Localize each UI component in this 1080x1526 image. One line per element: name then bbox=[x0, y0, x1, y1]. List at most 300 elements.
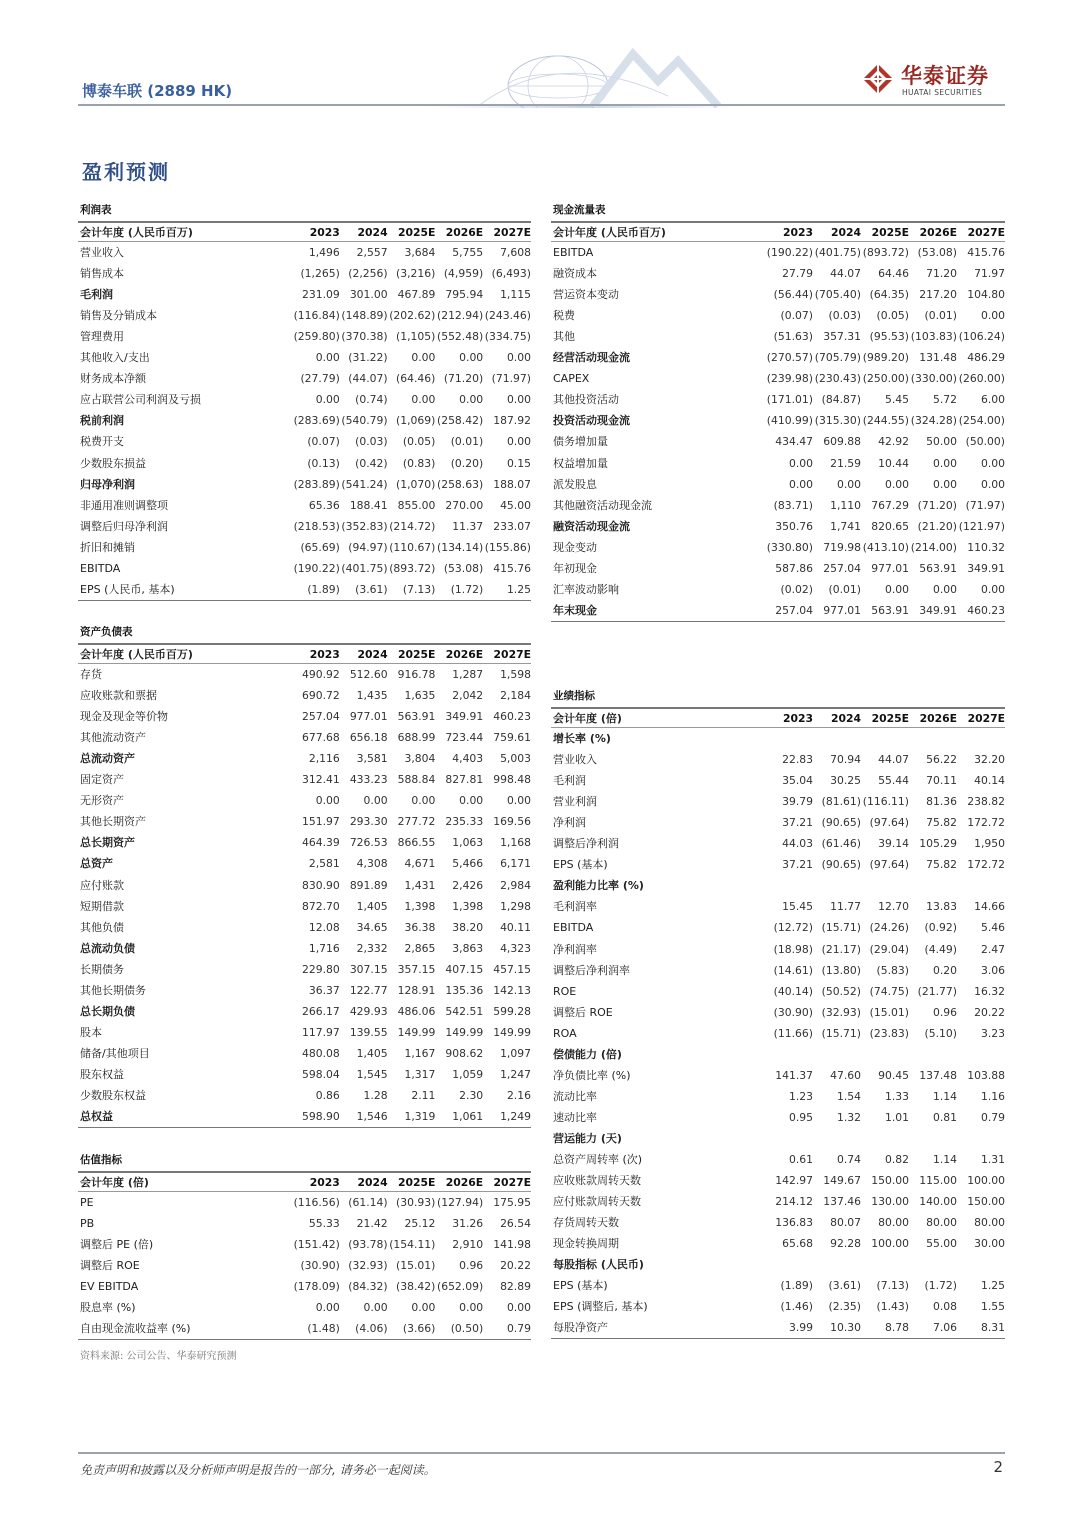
cell-value: 16.32 bbox=[974, 984, 1005, 998]
cell-value: 1.23 bbox=[788, 1089, 813, 1103]
table-row bbox=[78, 1001, 531, 1022]
year-header: 2023 bbox=[782, 226, 813, 239]
cell-value: 2.30 bbox=[459, 1088, 484, 1102]
row-label: 归母净利润 bbox=[80, 477, 135, 491]
cell-value: (2.35) bbox=[828, 1300, 861, 1314]
cell-value bbox=[957, 1128, 1005, 1149]
cell-value: 128.91 bbox=[397, 983, 436, 997]
cell-value: 40.14 bbox=[974, 774, 1005, 788]
table-row bbox=[551, 1065, 1005, 1086]
cell-value: (154.11) bbox=[389, 1238, 436, 1252]
row-label: 增长率 (%) bbox=[553, 732, 611, 746]
year-header: 2026E bbox=[445, 226, 484, 239]
table-row bbox=[551, 558, 1005, 579]
table-row bbox=[551, 728, 1005, 749]
cell-value: 726.53 bbox=[349, 836, 388, 850]
table-row bbox=[78, 1043, 531, 1064]
cell-value: 0.00 bbox=[459, 393, 484, 407]
table-row bbox=[78, 305, 531, 326]
cell-value: (27.79) bbox=[300, 372, 340, 386]
cell-value bbox=[861, 1128, 909, 1149]
cell-value: 486.06 bbox=[397, 1004, 436, 1018]
valuation-table bbox=[78, 1150, 531, 1340]
page-heading: 盈利预测 bbox=[82, 160, 170, 184]
header-label: 会计年度 (倍) bbox=[553, 712, 622, 725]
cell-value: 460.23 bbox=[493, 710, 531, 724]
cell-value bbox=[813, 728, 861, 749]
cell-value: 349.91 bbox=[967, 561, 1005, 575]
table-row bbox=[78, 959, 531, 980]
cell-value: (3.61) bbox=[355, 582, 388, 596]
cell-value: 0.00 bbox=[884, 477, 909, 491]
table-row bbox=[551, 474, 1005, 495]
table-row bbox=[551, 1275, 1005, 1296]
cell-value: (32.93) bbox=[821, 1005, 861, 1019]
cell-value: 1,298 bbox=[500, 899, 531, 913]
year-header: 2024 bbox=[357, 648, 388, 661]
row-label: 年初现金 bbox=[553, 561, 597, 575]
cell-value: 0.08 bbox=[932, 1300, 957, 1314]
row-label: 流动比率 bbox=[553, 1089, 597, 1103]
cell-value: 0.00 bbox=[884, 582, 909, 596]
table-row bbox=[78, 495, 531, 516]
cell-value: (12.72) bbox=[773, 921, 813, 935]
cell-value: 40.11 bbox=[500, 920, 531, 934]
cell-value: 1,249 bbox=[500, 1110, 531, 1124]
cell-value: 3,804 bbox=[404, 752, 436, 766]
table-row bbox=[78, 1022, 531, 1043]
cell-value: 187.92 bbox=[493, 414, 531, 428]
table-header-row bbox=[551, 221, 1005, 242]
cell-value: (334.75) bbox=[484, 330, 531, 344]
cell-value: 42.92 bbox=[878, 435, 909, 449]
cell-value: 563.91 bbox=[397, 710, 436, 724]
row-label: 调整后 ROE bbox=[553, 1005, 613, 1019]
cell-value: (56.44) bbox=[773, 288, 813, 302]
cell-value: (15.71) bbox=[821, 1026, 861, 1040]
cell-value: (1,105) bbox=[396, 330, 436, 344]
cell-value: (50.00) bbox=[965, 435, 1005, 449]
cell-value: (171.01) bbox=[766, 393, 813, 407]
cell-value: (705.79) bbox=[814, 351, 861, 365]
cell-value bbox=[957, 1254, 1005, 1275]
cell-value: 30.25 bbox=[830, 774, 861, 788]
cell-value: 137.48 bbox=[919, 1068, 957, 1082]
cell-value: 467.89 bbox=[397, 288, 436, 302]
cell-value: 3,581 bbox=[356, 752, 388, 766]
table-row bbox=[78, 1192, 531, 1213]
cell-value: 65.36 bbox=[308, 498, 340, 512]
cell-value: 0.00 bbox=[836, 477, 861, 491]
table-bottom-rule bbox=[78, 1339, 531, 1340]
cell-value: 1.25 bbox=[506, 582, 531, 596]
cell-value: (212.94) bbox=[436, 309, 484, 323]
cell-value: 44.07 bbox=[830, 267, 861, 281]
row-label: EBITDA bbox=[553, 921, 594, 935]
row-label: 固定资产 bbox=[80, 773, 124, 787]
cell-value: 36.37 bbox=[308, 983, 340, 997]
cell-value: (30.93) bbox=[396, 1196, 436, 1210]
cell-value: (64.35) bbox=[869, 288, 909, 302]
cell-value: 0.00 bbox=[932, 477, 957, 491]
table-row bbox=[78, 980, 531, 1001]
cell-value: (103.83) bbox=[910, 330, 957, 344]
cell-value: (3.66) bbox=[402, 1322, 436, 1336]
cell-value: 141.98 bbox=[493, 1238, 531, 1252]
cell-value: 105.29 bbox=[919, 837, 957, 851]
table-row bbox=[78, 1318, 531, 1339]
cell-value: 81.36 bbox=[926, 795, 957, 809]
cell-value: (0.83) bbox=[402, 456, 436, 470]
cell-value: 5.72 bbox=[932, 393, 957, 407]
table-row bbox=[78, 875, 531, 896]
cell-value: (21.17) bbox=[821, 942, 861, 956]
cell-value: (244.55) bbox=[862, 414, 909, 428]
table-row bbox=[78, 431, 531, 452]
cell-value: 998.48 bbox=[493, 773, 531, 787]
table-row bbox=[78, 896, 531, 917]
cell-value: (254.00) bbox=[958, 414, 1005, 428]
table-row bbox=[78, 453, 531, 474]
row-label: 毛利润 bbox=[553, 774, 586, 788]
cell-value: 599.28 bbox=[493, 1004, 531, 1018]
cell-value: 415.76 bbox=[967, 246, 1005, 260]
cell-value: 4,403 bbox=[452, 752, 484, 766]
cell-value: (18.98) bbox=[773, 942, 813, 956]
cell-value: (540.79) bbox=[341, 414, 388, 428]
cell-value: 1,741 bbox=[830, 519, 861, 533]
cell-value: 1,287 bbox=[452, 668, 484, 682]
cell-value bbox=[813, 875, 861, 896]
cell-value: 656.18 bbox=[349, 731, 388, 745]
year-header: 2025E bbox=[871, 712, 909, 725]
cell-value: (202.62) bbox=[389, 309, 436, 323]
table-row bbox=[78, 748, 531, 769]
table-row bbox=[551, 1023, 1005, 1044]
cell-value: (134.14) bbox=[436, 540, 484, 554]
cell-value: (116.84) bbox=[293, 309, 340, 323]
table-row bbox=[78, 685, 531, 706]
cell-value: (0.03) bbox=[355, 435, 388, 449]
cell-value: 1,950 bbox=[974, 837, 1005, 851]
cell-value: 490.92 bbox=[302, 668, 340, 682]
huatai-logo bbox=[861, 60, 1001, 100]
cell-value: 257.04 bbox=[823, 561, 861, 575]
cell-value: 55.44 bbox=[878, 774, 909, 788]
cell-value: 80.07 bbox=[830, 1216, 861, 1230]
cell-value: (3.61) bbox=[828, 1279, 861, 1293]
cell-value: 266.17 bbox=[302, 1004, 340, 1018]
cell-value: 1.32 bbox=[836, 1110, 861, 1124]
cell-value: (121.97) bbox=[958, 519, 1005, 533]
cell-value: 719.98 bbox=[823, 540, 861, 554]
cell-value: 117.97 bbox=[302, 1025, 340, 1039]
cell-value: (5.83) bbox=[876, 963, 909, 977]
row-label: 税费开支 bbox=[80, 435, 124, 449]
row-label: 营运资本变动 bbox=[553, 288, 619, 302]
row-label: 股东权益 bbox=[80, 1067, 124, 1081]
cell-value bbox=[861, 875, 909, 896]
year-header: 2026E bbox=[445, 1176, 484, 1189]
cell-value: 1,168 bbox=[500, 836, 531, 850]
cell-value: 349.91 bbox=[445, 710, 484, 724]
cell-value: 1,598 bbox=[500, 668, 531, 682]
table-row bbox=[551, 326, 1005, 347]
cell-value: (0.07) bbox=[780, 309, 813, 323]
cell-value: (11.66) bbox=[773, 1026, 813, 1040]
cell-value: 677.68 bbox=[302, 731, 340, 745]
cell-value: 0.86 bbox=[315, 1088, 340, 1102]
table-row bbox=[551, 875, 1005, 896]
row-label: 盈利能力比率 (%) bbox=[553, 879, 644, 893]
cell-value: (31.22) bbox=[348, 351, 388, 365]
cell-value: 150.00 bbox=[967, 1195, 1005, 1209]
cell-value: 512.60 bbox=[349, 668, 388, 682]
cell-value: 20.22 bbox=[500, 1259, 531, 1273]
year-header: 2027E bbox=[493, 648, 531, 661]
cell-value: (90.65) bbox=[821, 858, 861, 872]
table-row bbox=[551, 939, 1005, 960]
table-row bbox=[78, 537, 531, 558]
cell-value: (652.09) bbox=[436, 1280, 484, 1294]
cell-value: (32.93) bbox=[348, 1259, 388, 1273]
cell-value: 0.00 bbox=[506, 1301, 531, 1315]
cell-value: 149.67 bbox=[823, 1174, 861, 1188]
table-row bbox=[551, 1296, 1005, 1317]
cell-value: 149.99 bbox=[445, 1025, 484, 1039]
table-row bbox=[551, 1233, 1005, 1254]
cell-value: 277.72 bbox=[397, 815, 436, 829]
cell-value: 0.00 bbox=[980, 582, 1005, 596]
year-header: 2025E bbox=[397, 226, 436, 239]
row-label: 折旧和摊销 bbox=[80, 540, 135, 554]
cell-value: 37.21 bbox=[782, 816, 813, 830]
cell-value: 0.00 bbox=[506, 794, 531, 808]
table-row bbox=[551, 1128, 1005, 1149]
row-label: 股息率 (%) bbox=[80, 1301, 136, 1315]
cell-value: (5.10) bbox=[924, 1026, 957, 1040]
cell-value: 20.22 bbox=[974, 1005, 1005, 1019]
cell-value: 486.29 bbox=[967, 351, 1005, 365]
cell-value: (330.00) bbox=[910, 372, 957, 386]
row-label: 总资产 bbox=[80, 857, 113, 871]
table-row bbox=[551, 1107, 1005, 1128]
cell-value: 0.79 bbox=[980, 1110, 1005, 1124]
cell-value: 5,755 bbox=[452, 246, 484, 260]
table-row bbox=[551, 960, 1005, 981]
cell-value: 1,635 bbox=[404, 689, 436, 703]
cell-value: 175.95 bbox=[493, 1196, 531, 1210]
cell-value: 588.84 bbox=[397, 773, 436, 787]
cell-value: (239.98) bbox=[766, 372, 813, 386]
cell-value: (324.28) bbox=[910, 414, 957, 428]
cell-value: (705.40) bbox=[814, 288, 861, 302]
cell-value: 80.00 bbox=[878, 1216, 909, 1230]
cell-value: 8.78 bbox=[884, 1321, 909, 1335]
cell-value: (0.74) bbox=[355, 393, 388, 407]
row-label: 存货 bbox=[80, 668, 102, 682]
cell-value: 122.77 bbox=[349, 983, 388, 997]
table-row bbox=[78, 832, 531, 853]
cell-value: 11.77 bbox=[830, 900, 861, 914]
table-caption: 业绩指标 bbox=[553, 690, 595, 702]
cell-value: 1.28 bbox=[363, 1088, 388, 1102]
cell-value: 307.15 bbox=[349, 962, 388, 976]
table-row bbox=[551, 389, 1005, 410]
cell-value: 1,435 bbox=[356, 689, 388, 703]
year-header: 2025E bbox=[871, 226, 909, 239]
cell-value: 1,061 bbox=[452, 1110, 484, 1124]
cell-value: (315.30) bbox=[814, 414, 861, 428]
cell-value bbox=[909, 1128, 957, 1149]
cell-value: 142.13 bbox=[493, 983, 531, 997]
cell-value: (260.00) bbox=[958, 372, 1005, 386]
row-label: 权益增加量 bbox=[553, 456, 608, 470]
cell-value: 688.99 bbox=[397, 731, 436, 745]
table-row bbox=[551, 1002, 1005, 1023]
cell-value: 1,247 bbox=[500, 1067, 531, 1081]
cell-value: (23.83) bbox=[869, 1026, 909, 1040]
table-row bbox=[551, 981, 1005, 1002]
row-label: EPS (基本) bbox=[553, 1279, 608, 1293]
cell-value: 5.46 bbox=[980, 921, 1005, 935]
cell-value: 92.28 bbox=[830, 1237, 861, 1251]
table-bottom-rule bbox=[551, 621, 1005, 622]
row-label: 其他长期债务 bbox=[80, 983, 146, 997]
cell-value: (250.00) bbox=[862, 372, 909, 386]
cell-value: 10.44 bbox=[878, 456, 909, 470]
cell-value: 2,184 bbox=[500, 689, 531, 703]
page-number: 2 bbox=[993, 1458, 1003, 1476]
row-label: 总流动负债 bbox=[80, 941, 135, 955]
cell-value: (4,959) bbox=[443, 267, 484, 281]
cell-value bbox=[765, 875, 813, 896]
globe-graphic bbox=[418, 46, 748, 108]
cell-value: 0.00 bbox=[363, 1301, 388, 1315]
cell-value: 2,426 bbox=[452, 878, 484, 892]
cell-value: 4,671 bbox=[404, 857, 436, 871]
cell-value: 0.20 bbox=[932, 963, 957, 977]
cell-value: 0.00 bbox=[980, 477, 1005, 491]
cell-value: (1.48) bbox=[307, 1322, 340, 1336]
cell-value: (214.00) bbox=[910, 540, 957, 554]
cell-value: 855.00 bbox=[397, 498, 436, 512]
cell-value: 357.31 bbox=[823, 330, 861, 344]
row-label: 存货周转天数 bbox=[553, 1216, 619, 1230]
cell-value: (0.01) bbox=[924, 309, 957, 323]
cell-value: 1.25 bbox=[980, 1279, 1005, 1293]
year-header: 2026E bbox=[919, 712, 957, 725]
cell-value: (116.56) bbox=[293, 1196, 340, 1210]
cell-value: (4.49) bbox=[924, 942, 957, 956]
cell-value: 21.42 bbox=[356, 1217, 388, 1231]
cell-value: 1,059 bbox=[452, 1067, 484, 1081]
year-header: 2024 bbox=[357, 1176, 388, 1189]
cell-value: 0.00 bbox=[411, 1301, 436, 1315]
cell-value: 104.80 bbox=[967, 288, 1005, 302]
cell-value: 587.86 bbox=[775, 561, 813, 575]
cell-value: 0.15 bbox=[506, 456, 531, 470]
year-header: 2027E bbox=[493, 1176, 531, 1189]
cell-value: 231.09 bbox=[302, 288, 340, 302]
year-header: 2025E bbox=[397, 648, 436, 661]
cell-value: 1.16 bbox=[980, 1089, 1005, 1103]
cell-value: 214.12 bbox=[775, 1195, 813, 1209]
table-caption: 利润表 bbox=[80, 204, 112, 216]
cell-value: 480.08 bbox=[302, 1046, 340, 1060]
table-header-row bbox=[551, 707, 1005, 728]
row-label: 偿债能力 (倍) bbox=[553, 1047, 622, 1061]
cell-value: (93.78) bbox=[348, 1238, 388, 1252]
cell-value: (21.77) bbox=[917, 984, 957, 998]
cell-value: 50.00 bbox=[926, 435, 957, 449]
cell-value: 349.91 bbox=[919, 603, 957, 617]
cell-value: (178.09) bbox=[293, 1280, 340, 1294]
cell-value: (258.42) bbox=[436, 414, 484, 428]
cell-value: (94.97) bbox=[348, 540, 388, 554]
row-label: 净利润率 bbox=[553, 942, 597, 956]
cell-value: 64.46 bbox=[878, 267, 909, 281]
cell-value: 916.78 bbox=[397, 668, 436, 682]
row-label: 毛利润率 bbox=[553, 900, 597, 914]
cell-value: 35.04 bbox=[782, 774, 813, 788]
row-label: 融资成本 bbox=[553, 267, 597, 281]
cell-value: (21.20) bbox=[917, 519, 957, 533]
cell-value: 7,608 bbox=[500, 246, 531, 260]
performance-table bbox=[551, 686, 1005, 1339]
cell-value: 75.82 bbox=[926, 816, 957, 830]
cell-value: 0.00 bbox=[788, 456, 813, 470]
cell-value: (155.86) bbox=[484, 540, 531, 554]
cell-value: 0.79 bbox=[506, 1322, 531, 1336]
cell-value bbox=[765, 728, 813, 749]
table-row bbox=[78, 389, 531, 410]
cell-value: 233.07 bbox=[493, 519, 531, 533]
cell-value: 172.72 bbox=[967, 858, 1005, 872]
cell-value: 0.00 bbox=[315, 393, 340, 407]
cell-value: 44.07 bbox=[878, 753, 909, 767]
cell-value: (893.72) bbox=[389, 561, 436, 575]
cell-value: 71.20 bbox=[926, 267, 957, 281]
page-header bbox=[78, 58, 1005, 108]
table-row bbox=[78, 368, 531, 389]
cell-value bbox=[909, 728, 957, 749]
table-row bbox=[551, 453, 1005, 474]
cell-value: 1,110 bbox=[830, 498, 861, 512]
table-row bbox=[551, 284, 1005, 305]
row-label: 现金及现金等价物 bbox=[80, 710, 168, 724]
row-label: EPS (基本) bbox=[553, 858, 608, 872]
cell-value: 5.45 bbox=[884, 393, 909, 407]
logo-chinese-text: 华泰证券 bbox=[901, 64, 989, 88]
row-label: 应占联营公司利润及亏损 bbox=[80, 393, 201, 407]
cell-value: 977.01 bbox=[823, 603, 861, 617]
cell-value: (97.64) bbox=[869, 816, 909, 830]
table-row bbox=[551, 1317, 1005, 1338]
cell-value: (30.90) bbox=[300, 1259, 340, 1273]
cell-value: (401.75) bbox=[341, 561, 388, 575]
cell-value: 1.31 bbox=[980, 1152, 1005, 1166]
row-label: 派发股息 bbox=[553, 477, 597, 491]
cell-value: 103.88 bbox=[967, 1068, 1005, 1082]
row-label: 现金变动 bbox=[553, 540, 597, 554]
row-label: 其他收入/支出 bbox=[80, 351, 150, 365]
table-row bbox=[78, 1297, 531, 1318]
cell-value: (0.05) bbox=[402, 435, 436, 449]
cell-value: 188.07 bbox=[493, 477, 531, 491]
year-header: 2026E bbox=[919, 226, 957, 239]
cell-value: 830.90 bbox=[302, 878, 340, 892]
